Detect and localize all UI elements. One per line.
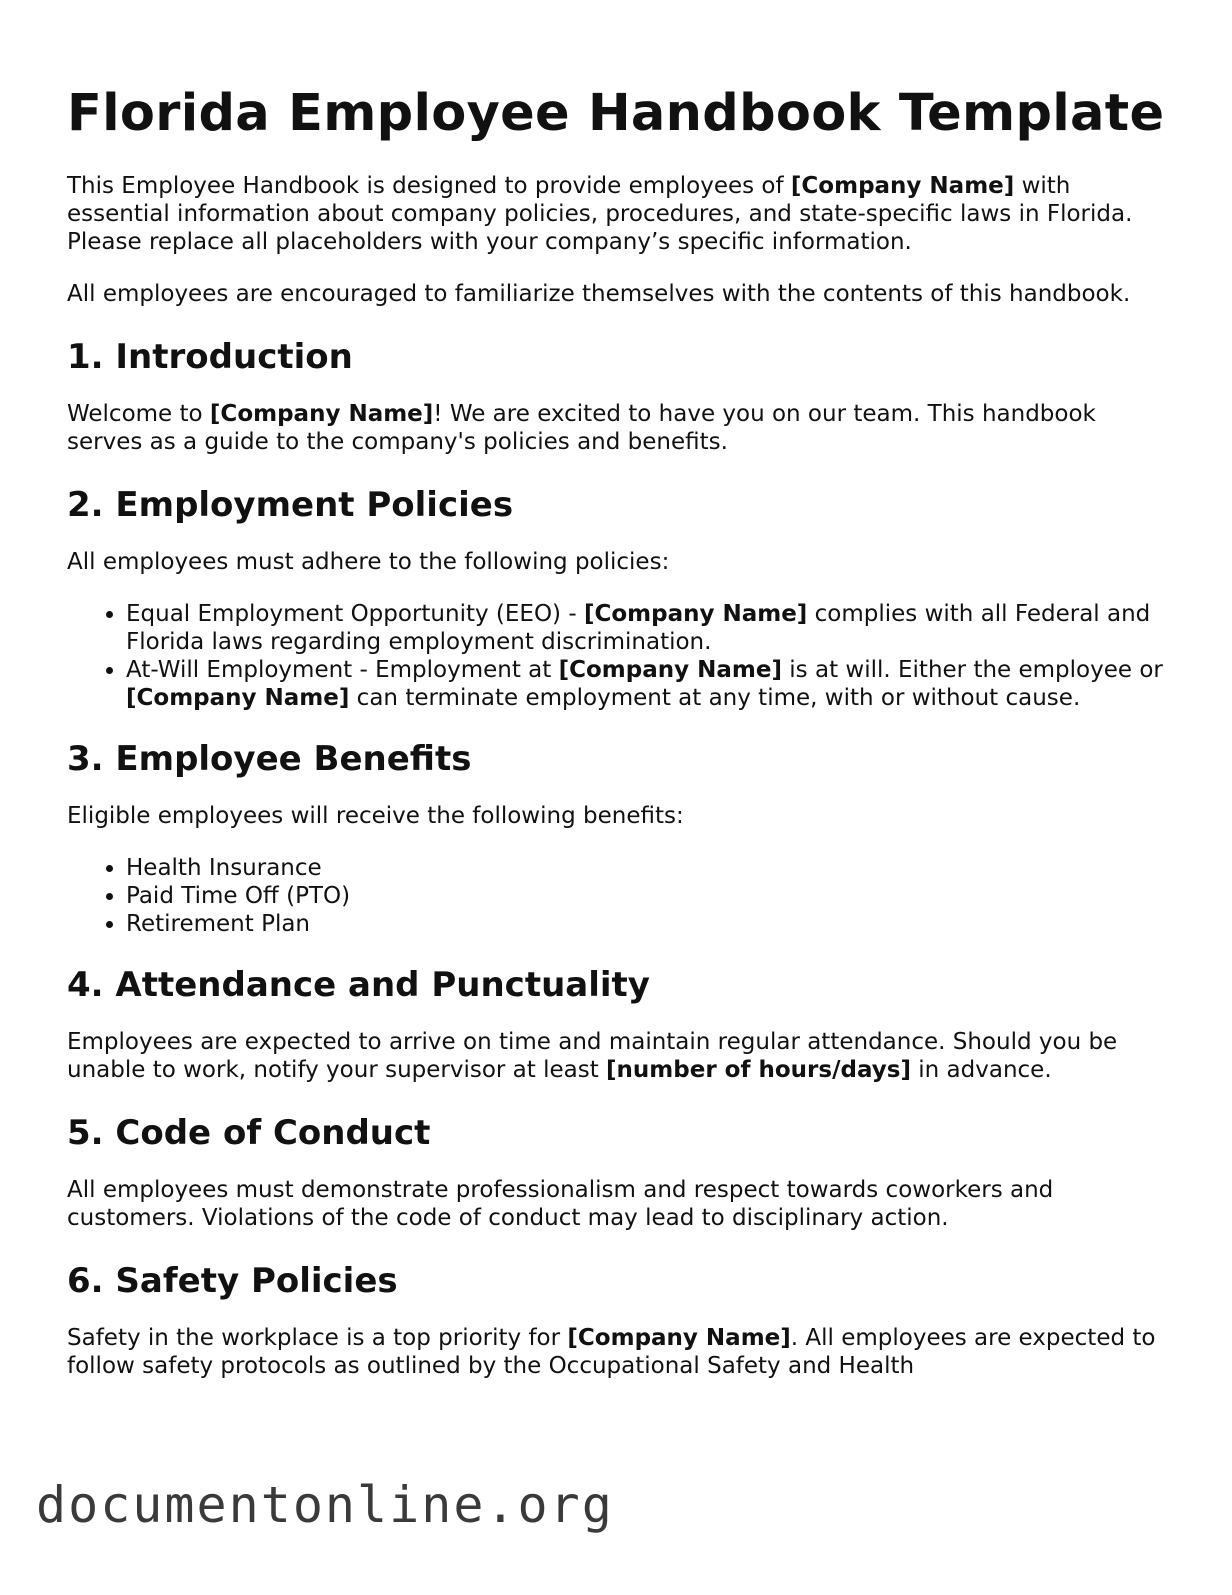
page-title: Florida Employee Handbook Template <box>67 84 1165 143</box>
company-name-placeholder: [Company Name] <box>790 173 1015 199</box>
introduction-text <box>67 400 1167 456</box>
hours-days-placeholder: [number of hours/days] <box>606 1057 911 1083</box>
document-page <box>67 84 1167 1404</box>
company-name-placeholder: [Company Name] <box>583 601 808 627</box>
list-item-text: can terminate employment at any time, with or without cause. <box>349 685 1081 711</box>
section-heading-attendance: 4. Attendance and Punctuality <box>67 965 650 1005</box>
section-heading-employment-policies: 2. Employment Policies <box>67 485 514 525</box>
list-item-text: complies with all Federal and Florida laws regarding employment discrimination. <box>126 601 1151 655</box>
intro-text-a: This Employee Handbook is designed to provide employees of <box>67 173 791 199</box>
attendance-text-a: Employees are expected to arrive on time and maintain regular attendance. Should you be unable to work, notify your supervisor at least <box>67 1029 1118 1083</box>
section-heading-introduction: 1. Introduction <box>67 337 353 377</box>
intro-text-b: with essential information about company policies, procedures, and state-specific laws in Florida. Please replace all placeholders with your company’s specific information. <box>67 173 1133 255</box>
employment-policies-list <box>67 600 1167 712</box>
company-name-placeholder: [Company Name] <box>126 685 350 711</box>
attendance-text-b: in advance. <box>910 1057 1052 1083</box>
list-item-text: Equal Employment Opportunity (EEO) - <box>126 601 584 627</box>
employment-policies-lead: All employees must adhere to the following policies: <box>67 549 670 575</box>
section-heading-benefits: 3. Employee Benefits <box>67 739 472 779</box>
safety-text-b: . All employees are expected to follow safety protocols as outlined by the Occupational Safety and Health <box>67 1325 1156 1379</box>
watermark: documentonline.org <box>36 1476 614 1534</box>
attendance-text <box>67 1028 1167 1084</box>
safety-text <box>67 1324 1167 1380</box>
list-item: • Health Insurance <box>126 854 1167 882</box>
company-name-placeholder: [Company Name] <box>209 401 434 427</box>
introduction-text-b: ! We are excited to have you on our team. This handbook serves as a guide to the company's policies and benefits. <box>67 401 1096 455</box>
intro-paragraph <box>67 172 1167 256</box>
list-item <box>126 600 1167 656</box>
list-item <box>126 656 1167 712</box>
section-heading-conduct: 5. Code of Conduct <box>67 1113 431 1153</box>
list-item: • Paid Time Off (PTO) <box>126 882 1167 910</box>
section-heading-safety: 6. Safety Policies <box>67 1261 398 1301</box>
list-item-text: is at will. Either the employee or <box>781 657 1163 683</box>
list-item: • Retirement Plan <box>126 910 1167 938</box>
company-name-placeholder: [Company Name] <box>558 657 782 683</box>
safety-text-a: Safety in the workplace is a top priority for <box>67 1325 568 1351</box>
list-item-text: At-Will Employment - Employment at <box>126 657 559 683</box>
intro-paragraph-2: All employees are encouraged to familiarize themselves with the contents of this handbook. <box>67 281 1131 307</box>
introduction-text-a: Welcome to <box>67 401 210 427</box>
conduct-text: All employees must demonstrate professionalism and respect towards coworkers and customers. Violations of the code of conduct may lead to disciplinary action. <box>67 1177 1054 1231</box>
benefits-list <box>67 854 1167 938</box>
benefits-lead: Eligible employees will receive the following benefits: <box>67 803 684 829</box>
company-name-placeholder: [Company Name] <box>567 1325 791 1351</box>
